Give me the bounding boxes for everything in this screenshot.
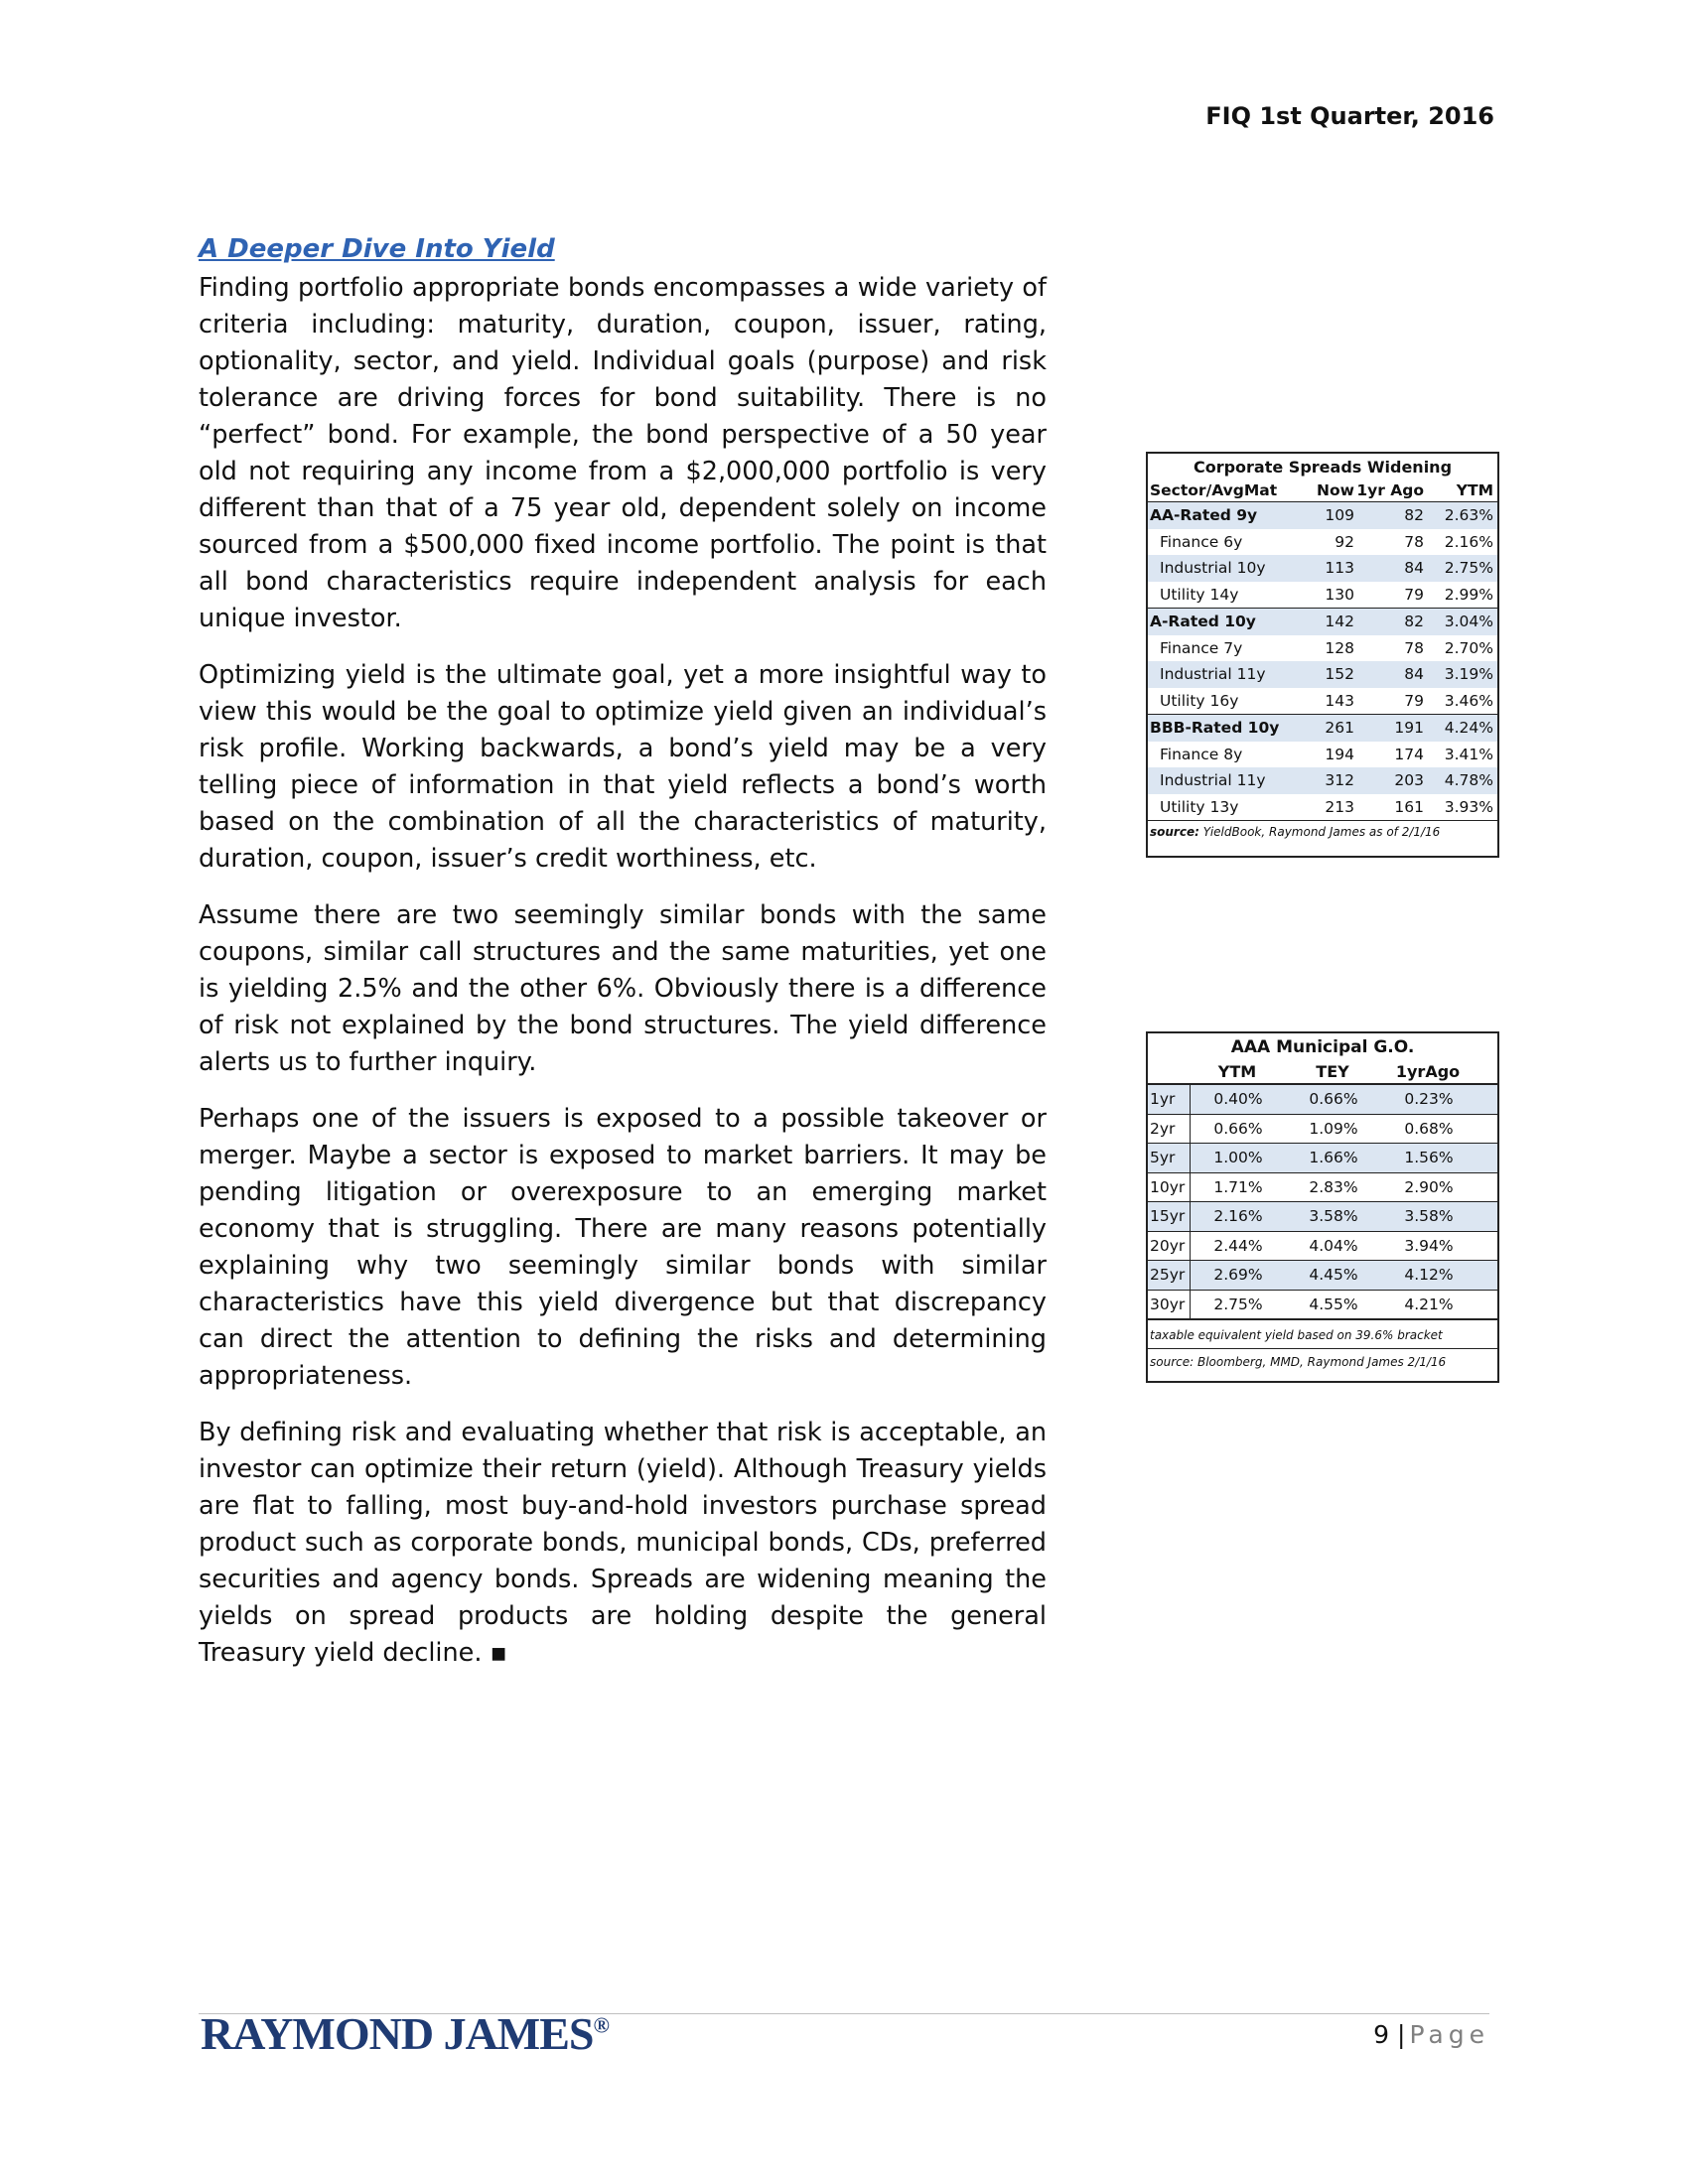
table-row: [1148, 661, 1497, 688]
table-cell: 2.44%: [1213, 1236, 1263, 1255]
source-label: source:: [1150, 825, 1199, 839]
column-header: Now: [1317, 481, 1354, 499]
table-cell: 84: [1404, 665, 1424, 684]
table-cell: 0.66%: [1213, 1119, 1263, 1138]
table-cell: Utility 16y: [1160, 691, 1239, 710]
paragraph: Finding portfolio appropriate bonds encompasses a wide variety of criteria including: maturity, duration, coupon, issuer, rating, optionality, sector, and yield. Individual goals (purpose) and risk tolerance are driving forces for bond suitability. There is no “perfect” bond. For example, the bond perspective of a 50 year old not requiring any income from a $2,000,000 portfolio is very different than that of a 75 year old, dependent solely on income sourced from a $500,000 fixed income portfolio. The point is that all bond characteristics require independent analysis for each unique investor.: [199, 273, 1047, 633]
table-row: [1148, 714, 1497, 742]
table-cell: 0.68%: [1404, 1119, 1454, 1138]
table-cell: AA-Rated 9y: [1150, 506, 1258, 525]
table-cell: 2.16%: [1444, 532, 1493, 551]
table-source: source: Bloomberg, MMD, Raymond James 2/1/16: [1148, 1348, 1497, 1375]
table-cell: 79: [1404, 691, 1424, 710]
table-cell: 2.16%: [1213, 1207, 1263, 1226]
table-cell: 128: [1325, 638, 1354, 657]
table-cell: 0.40%: [1213, 1090, 1263, 1109]
table-cell: 109: [1325, 506, 1354, 525]
registered-mark: ®: [593, 2012, 610, 2038]
table-cell: Finance 7y: [1160, 638, 1243, 657]
table-cell: 84: [1404, 559, 1424, 578]
table-cell: 174: [1394, 745, 1424, 763]
table-source: [1148, 820, 1497, 845]
table-title: Corporate Spreads Widening: [1193, 458, 1453, 477]
table-cell: 1.66%: [1309, 1149, 1358, 1167]
table-cell: 1.00%: [1213, 1149, 1263, 1167]
table-row: [1148, 502, 1497, 529]
table-cell: 1.09%: [1309, 1119, 1358, 1138]
page-separator: |: [1397, 2020, 1406, 2049]
table-cell: 4.55%: [1309, 1295, 1358, 1313]
table-cell: 191: [1394, 719, 1424, 738]
paragraph: By defining risk and evaluating whether that risk is acceptable, an investor can optimize their return (yield). Although Treasury yields are flat to falling, most buy-and-hold investors purchase spread product such as corporate bonds, municipal bonds, CDs, preferred securities and agency bonds. Spreads are widening meaning the yields on spread products are holding despite the general Treasury yield decline. ▪: [199, 1418, 1047, 1668]
table-row: [1148, 794, 1497, 821]
table-cell: 78: [1404, 532, 1424, 551]
section-title: A Deeper Dive Into Yield: [199, 234, 555, 264]
table-cell: 152: [1325, 665, 1354, 684]
table-cell: 3.19%: [1444, 665, 1493, 684]
table-cell: Utility 13y: [1160, 797, 1239, 816]
table-cell: 2.75%: [1444, 559, 1493, 578]
corporate-spreads-table: [1146, 452, 1499, 858]
table-row: [1148, 1144, 1497, 1173]
page-header: FIQ 1st Quarter, 2016: [1205, 102, 1494, 130]
table-cell: 3.41%: [1444, 745, 1493, 763]
table-row: [1148, 767, 1497, 794]
table-cell: 2.99%: [1444, 585, 1493, 604]
table-cell: 312: [1325, 771, 1354, 790]
table-row: [1148, 1291, 1497, 1320]
table-cell: 92: [1335, 532, 1354, 551]
table-cell: 78: [1404, 638, 1424, 657]
table-cell: 0.23%: [1404, 1090, 1454, 1109]
table-cell: 1.71%: [1213, 1177, 1263, 1196]
table-cell: Finance 8y: [1160, 745, 1243, 763]
column-header: YTM: [1456, 481, 1493, 499]
table-cell: 213: [1325, 797, 1354, 816]
table-cell: 2.63%: [1444, 506, 1493, 525]
table-cell: 4.78%: [1444, 771, 1493, 790]
table-cell: 2yr: [1148, 1115, 1191, 1144]
table-cell: 82: [1404, 613, 1424, 631]
table-header-row: [1148, 479, 1497, 502]
table-row: [1148, 555, 1497, 582]
article-body: [199, 270, 1047, 1692]
column-header: TEY: [1316, 1061, 1349, 1081]
table-cell: 0.66%: [1309, 1090, 1358, 1109]
table-cell: 3.58%: [1404, 1207, 1454, 1226]
table-cell: 30yr: [1148, 1291, 1191, 1319]
table-cell: 3.04%: [1444, 613, 1493, 631]
table-cell: 15yr: [1148, 1202, 1191, 1231]
table-cell: 10yr: [1148, 1173, 1191, 1202]
table-cell: 4.21%: [1404, 1295, 1454, 1313]
table-cell: 3.93%: [1444, 797, 1493, 816]
table-row: [1148, 1115, 1497, 1145]
logo-text: RAYMOND JAMES: [201, 2008, 594, 2059]
table-cell: Industrial 11y: [1160, 665, 1266, 684]
table-cell: Utility 14y: [1160, 585, 1239, 604]
table-cell: 142: [1325, 613, 1354, 631]
table-row: [1148, 1173, 1497, 1203]
table-body: [1148, 502, 1497, 820]
table-cell: 1yr: [1148, 1085, 1191, 1114]
table-cell: 3.46%: [1444, 691, 1493, 710]
table-row: [1148, 529, 1497, 556]
table-cell: 79: [1404, 585, 1424, 604]
table-cell: 2.83%: [1309, 1177, 1358, 1196]
table-row: [1148, 1085, 1497, 1115]
table-cell: 4.04%: [1309, 1236, 1358, 1255]
page-label: Page: [1409, 2020, 1489, 2049]
raymond-james-logo: [201, 2007, 610, 2060]
table-cell: A-Rated 10y: [1150, 613, 1256, 631]
table-row: [1148, 635, 1497, 662]
table-cell: Industrial 11y: [1160, 771, 1266, 790]
table-header-row: [1148, 1059, 1497, 1085]
table-row: [1148, 742, 1497, 768]
table-cell: 1.56%: [1404, 1149, 1454, 1167]
table-cell: 20yr: [1148, 1232, 1191, 1261]
table-cell: 2.75%: [1213, 1295, 1263, 1313]
table-cell: 4.12%: [1404, 1266, 1454, 1285]
table-row: [1148, 1261, 1497, 1291]
table-row: [1148, 1232, 1497, 1262]
table-note: taxable equivalent yield based on 39.6% bracket: [1148, 1319, 1497, 1348]
table-cell: Industrial 10y: [1160, 559, 1266, 578]
table-row: [1148, 608, 1497, 635]
table-cell: 2.90%: [1404, 1177, 1454, 1196]
column-header: [1148, 1059, 1190, 1083]
paragraph: Perhaps one of the issuers is exposed to a possible takeover or merger. Maybe a sector is exposed to market barriers. It may be pending litigation or overexposure to an emerging market economy that is struggling. There are many reasons potentially explaining why two seemingly similar bonds with similar characteristics have this yield divergence but that discrepancy can direct the attention to defining the risks and determining appropriateness.: [199, 1104, 1047, 1391]
page-number-value: 9: [1373, 2020, 1390, 2049]
column-header: YTM: [1217, 1061, 1257, 1081]
page-number: [1373, 2020, 1489, 2049]
table-cell: 3.94%: [1404, 1236, 1454, 1255]
table-row: [1148, 688, 1497, 715]
column-header: 1yr Ago: [1356, 481, 1424, 499]
table-cell: 161: [1394, 797, 1424, 816]
table-row: [1148, 1202, 1497, 1232]
table-title: AAA Municipal G.O.: [1230, 1037, 1415, 1057]
table-cell: Finance 6y: [1160, 532, 1243, 551]
table-cell: 25yr: [1148, 1261, 1191, 1290]
paragraph: Assume there are two seemingly similar bonds with the same coupons, similar call structures and the same maturities, yet one is yielding 2.5% and the other 6%. Obviously there is a difference of risk not explained by the bond structures. The yield difference alerts us to further inquiry.: [199, 900, 1047, 1077]
source-text: YieldBook, Raymond James as of 2/1/16: [1198, 825, 1441, 839]
table-cell: 2.70%: [1444, 638, 1493, 657]
municipal-yields-table: [1146, 1031, 1499, 1383]
table-cell: 194: [1325, 745, 1354, 763]
table-cell: 2.69%: [1213, 1266, 1263, 1285]
table-cell: 130: [1325, 585, 1354, 604]
column-header: 1yrAgo: [1395, 1061, 1461, 1081]
table-cell: 143: [1325, 691, 1354, 710]
table-cell: 3.58%: [1309, 1207, 1358, 1226]
table-cell: 4.24%: [1444, 719, 1493, 738]
table-cell: 82: [1404, 506, 1424, 525]
table-cell: 5yr: [1148, 1144, 1191, 1172]
table-cell: 113: [1325, 559, 1354, 578]
table-cell: 4.45%: [1309, 1266, 1358, 1285]
table-row: [1148, 582, 1497, 609]
table-cell: 261: [1325, 719, 1354, 738]
column-header: Sector/AvgMat: [1150, 481, 1278, 499]
table-cell: BBB-Rated 10y: [1150, 719, 1280, 738]
paragraph: Optimizing yield is the ultimate goal, yet a more insightful way to view this would be the goal to optimize yield given an individual’s risk profile. Working backwards, a bond’s yield may be a very telling piece of information in that yield reflects a bond’s worth based on the combination of all the characteristics of maturity, duration, coupon, issuer’s credit worthiness, etc.: [199, 660, 1047, 874]
table-cell: 203: [1394, 771, 1424, 790]
